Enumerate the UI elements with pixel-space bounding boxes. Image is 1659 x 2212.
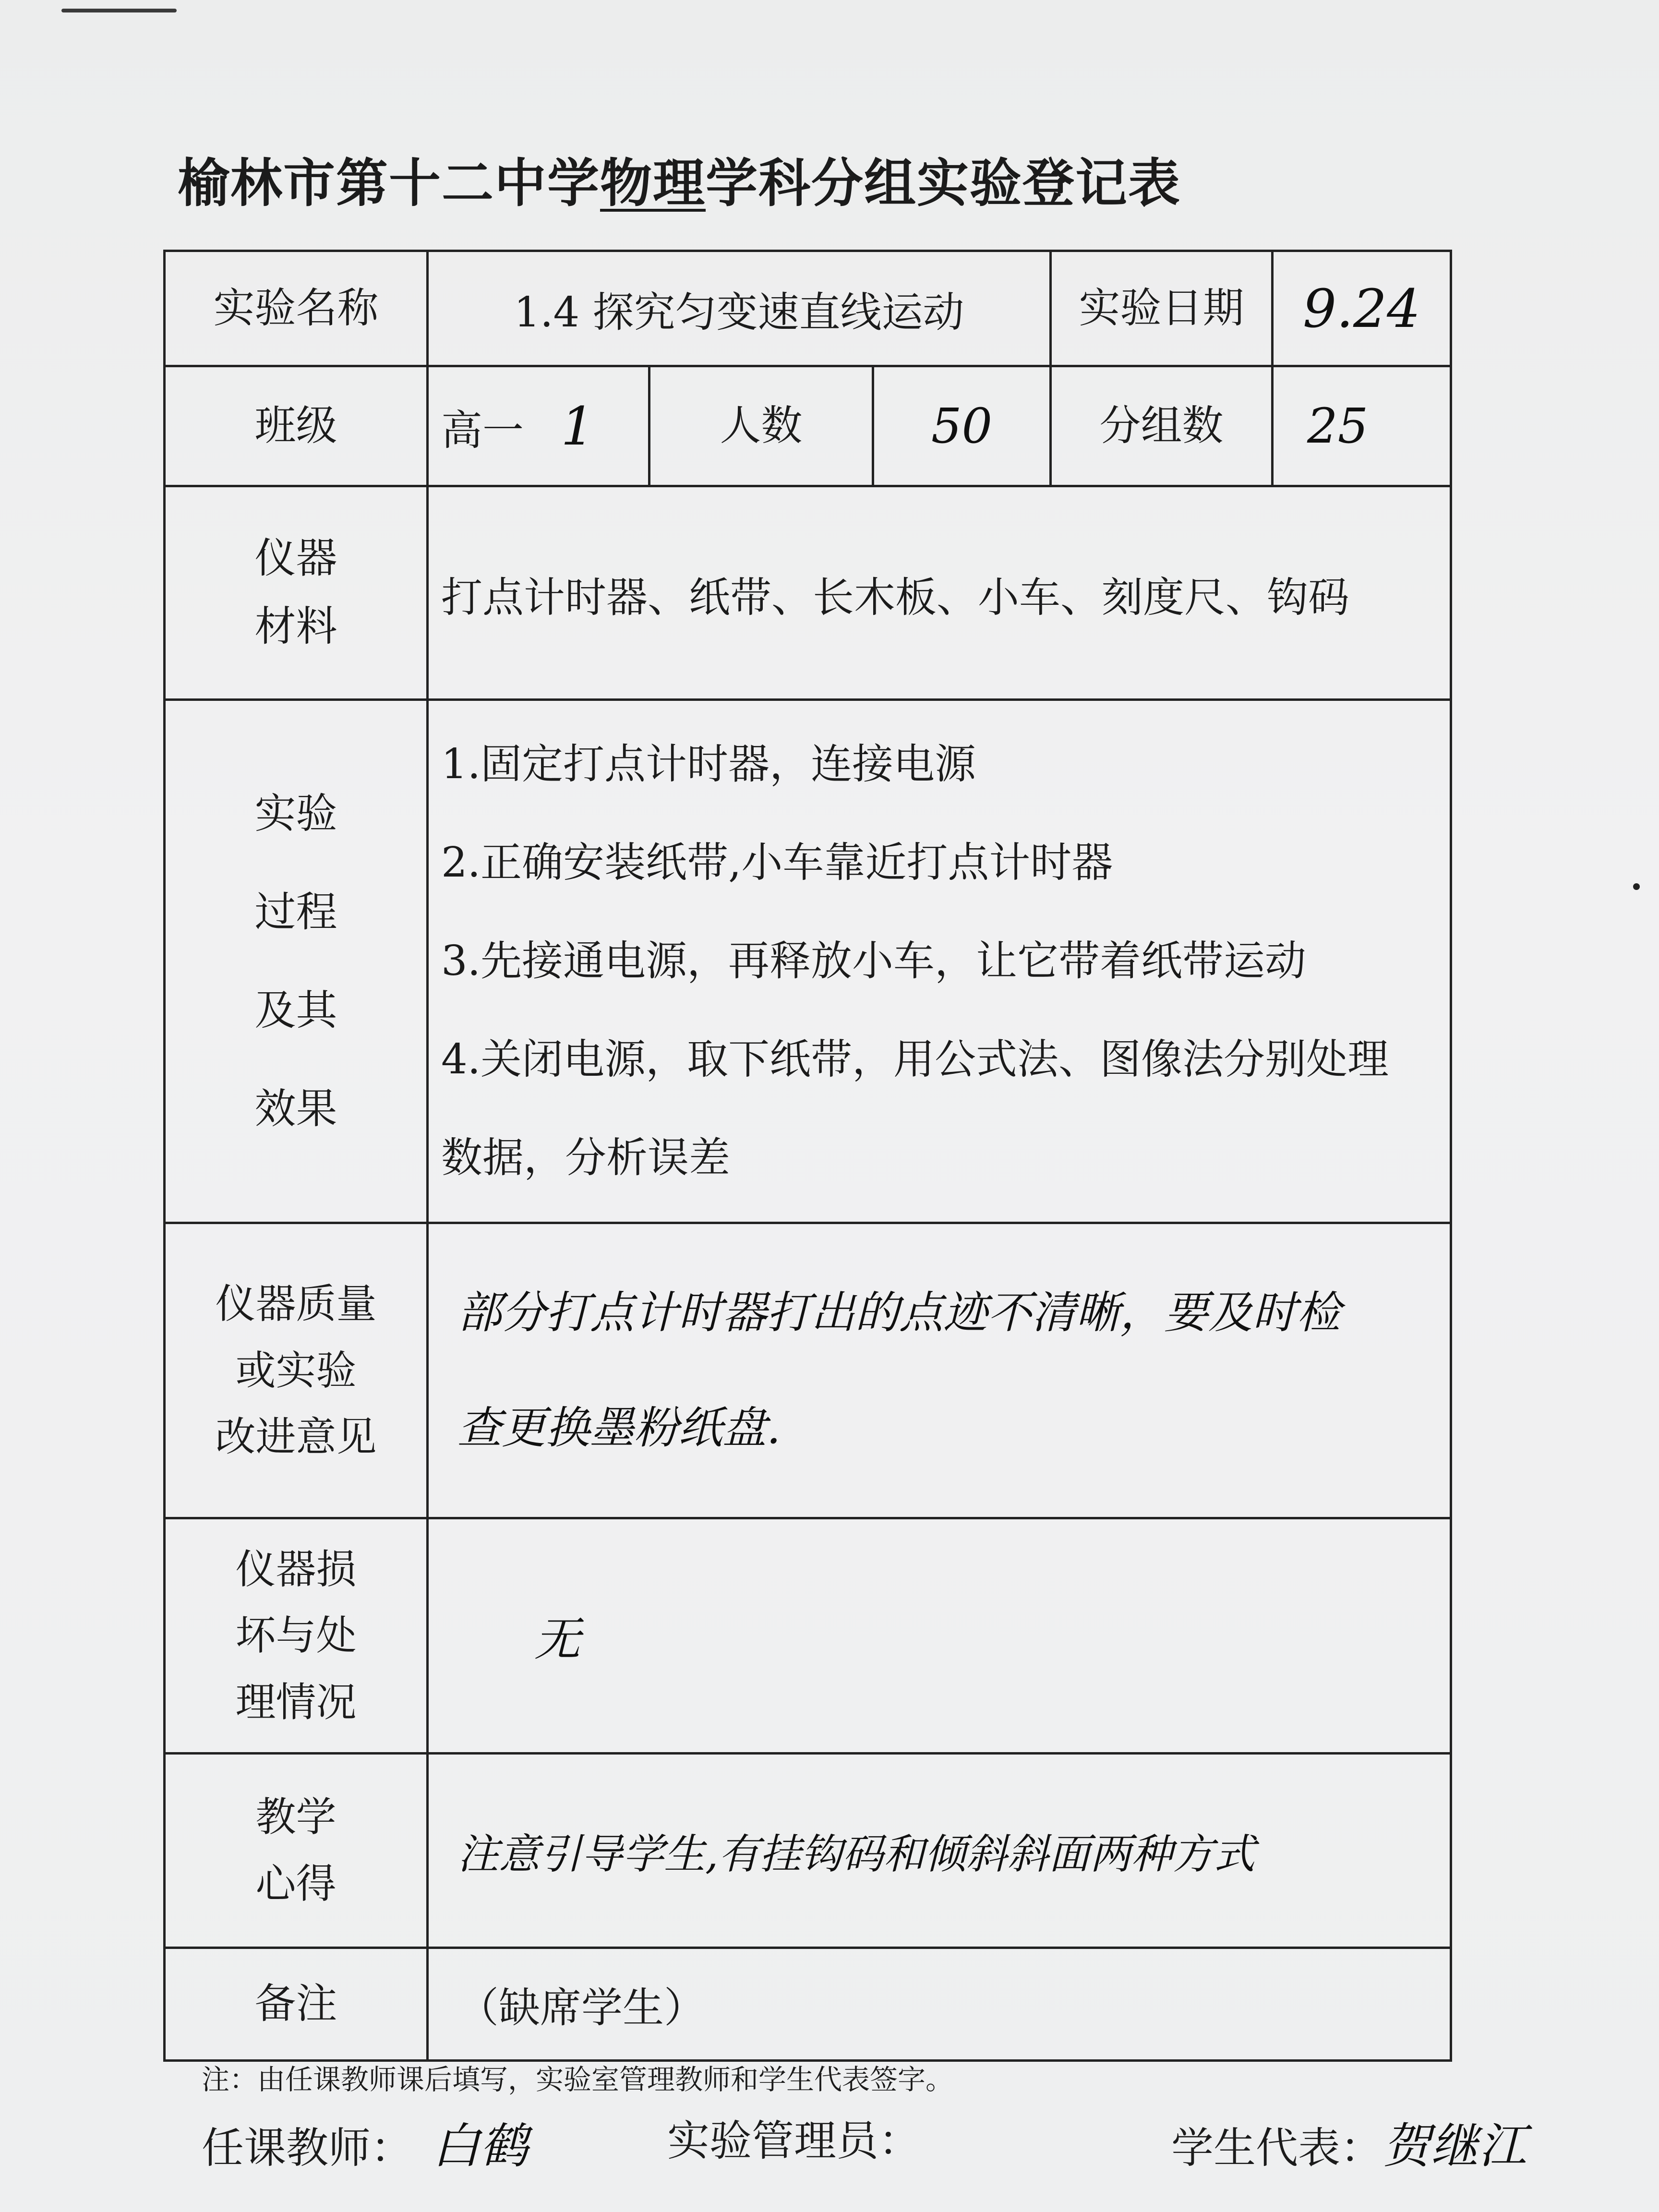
row-quality (165, 1223, 1451, 1518)
damage-label-line-1: 仪器损 (235, 1545, 357, 1593)
teacher-label: 任课教师： (202, 2123, 413, 2173)
quality-value (428, 1223, 1451, 1518)
experiment-registration-table (163, 250, 1452, 2062)
experiment-name-label: 实验名称 (165, 251, 428, 366)
damage-label-line-2: 坏与处 (235, 1612, 357, 1659)
process-step-4: 4.关闭电源，取下纸带，用公式法、图像法分别处理 (441, 1035, 1389, 1083)
damage-label-line-3: 理情况 (235, 1678, 357, 1726)
teaching-label (165, 1754, 428, 1948)
quality-text-line-1: 部分打点计时器打出的点迹不清晰，要及时检 (457, 1287, 1341, 1338)
page-title (178, 142, 1181, 216)
lab-admin-signature (667, 2107, 940, 2168)
teaching-label-line-1: 教学 (255, 1793, 337, 1841)
top-rule-line (61, 9, 177, 12)
row-teaching (165, 1754, 1451, 1948)
title-prefix: 榆林市第十二中学 (178, 154, 601, 214)
title-suffix: 学科分组实验登记表 (706, 154, 1181, 214)
damage-value: 无 (428, 1518, 1451, 1754)
row-process (165, 700, 1451, 1223)
process-label-line-4: 效果 (254, 1084, 337, 1133)
quality-label-line-1: 仪器质量 (215, 1280, 377, 1328)
teacher-signature (202, 2107, 528, 2176)
damage-label (165, 1518, 428, 1754)
experiment-date-value: 9.24 (1273, 251, 1451, 366)
student-rep-signature (1171, 2107, 1527, 2176)
process-step-2: 2.正确安装纸带,小车靠近打点计时器 (441, 839, 1113, 887)
title-subject: 物理 (600, 154, 706, 214)
experiment-date-label: 实验日期 (1051, 251, 1273, 366)
experiment-name-value: 1.4 探究匀变速直线运动 (428, 251, 1051, 366)
class-label: 班级 (165, 366, 428, 486)
class-value-print: 高一 (441, 406, 524, 455)
quality-label (165, 1223, 428, 1518)
class-value (428, 366, 649, 486)
row-class-info (165, 366, 1451, 486)
headcount-value: 50 (873, 366, 1051, 486)
process-label (165, 700, 428, 1223)
quality-label-line-3: 改进意见 (215, 1413, 377, 1461)
class-value-hand: 1 (561, 395, 595, 457)
teaching-value: 注意引导学生,有挂钩码和倾斜斜面两种方式 (428, 1754, 1451, 1948)
materials-label-line-1: 仪器 (254, 534, 337, 583)
row-damage (165, 1518, 1451, 1754)
student-rep-label: 学生代表： (1171, 2123, 1383, 2173)
process-label-line-1: 实验 (254, 789, 337, 838)
quality-text-line-2: 查更换墨粉纸盘. (457, 1402, 781, 1454)
ink-dot (1633, 883, 1640, 890)
teacher-name: 白鹤 (432, 2118, 529, 2174)
student-rep-name: 贺继江 (1382, 2118, 1527, 2174)
row-remarks (165, 1948, 1451, 2061)
remarks-value: （缺席学生） (428, 1948, 1451, 2061)
signature-line (202, 2107, 1594, 2175)
group-count-value: 25 (1273, 366, 1451, 486)
process-label-line-3: 及其 (254, 986, 337, 1034)
materials-label-line-2: 材料 (254, 602, 337, 650)
materials-label (165, 486, 428, 700)
process-step-1: 1.固定打点计时器，连接电源 (441, 740, 976, 788)
materials-value: 打点计时器、纸带、长木板、小车、刻度尺、钩码 (428, 486, 1451, 700)
group-count-label: 分组数 (1051, 366, 1273, 486)
teaching-label-line-2: 心得 (255, 1860, 337, 1907)
process-steps (428, 700, 1451, 1223)
row-experiment-name (165, 251, 1451, 366)
process-step-3: 3.先接通电源，再释放小车，让它带着纸带运动 (441, 937, 1307, 985)
row-materials (165, 486, 1451, 700)
headcount-label: 人数 (649, 366, 873, 486)
remarks-label: 备注 (165, 1948, 428, 2061)
process-step-5: 数据，分析误差 (441, 1134, 730, 1182)
footnote: 注：由任课教师课后填写，实验室管理教师和学生代表签字。 (202, 2063, 954, 2096)
quality-label-line-2: 或实验 (235, 1346, 357, 1394)
lab-admin-label: 实验管理员： (667, 2116, 921, 2165)
process-label-line-2: 过程 (254, 888, 337, 936)
